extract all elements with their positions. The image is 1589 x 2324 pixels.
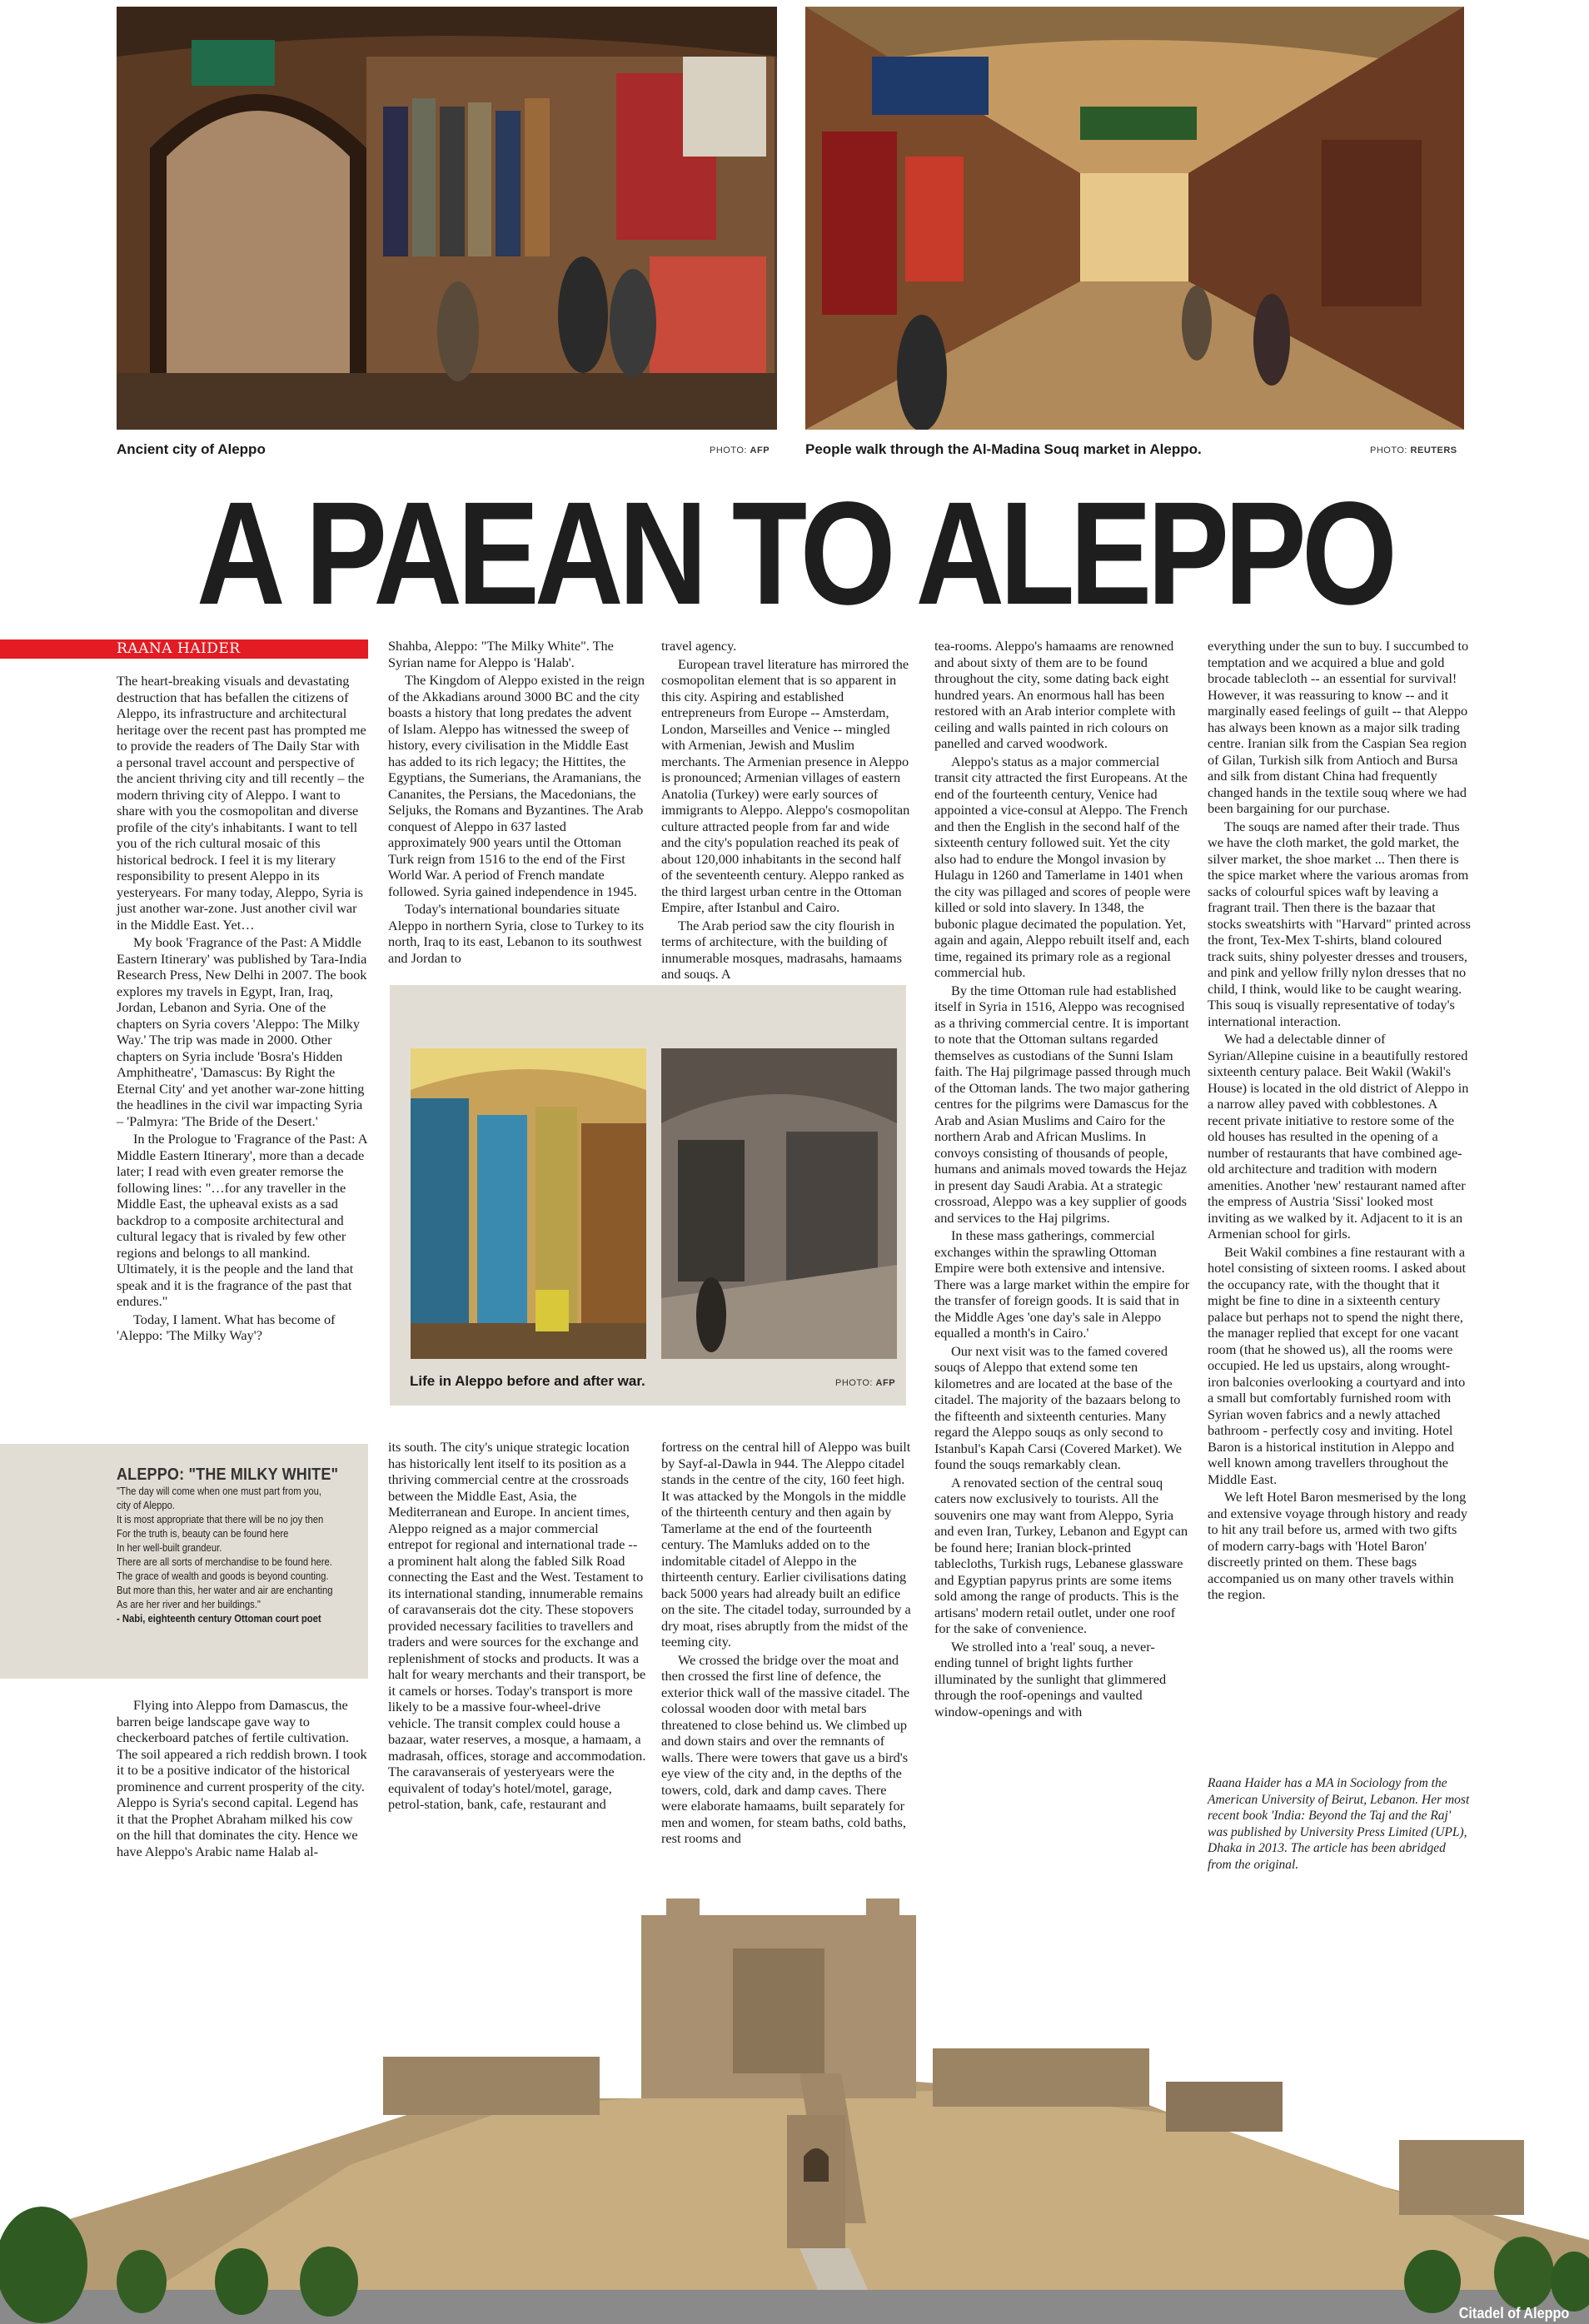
quote-attribution: - Nabi, eighteenth century Ottoman court poet [117,1613,321,1625]
paragraph: Beit Wakil combines a fine restaurant with a hotel consisting of sixteen rooms. I asked about the occupancy rate, with the thought that it might be fine to dine in a sixteenth century palace but perhaps not to spend the night there, the manager replied that except for one vacant room (that he showed us), all the rooms were occupied. He led us upstairs, along wrought-iron balconies overlooking a courtyard and into a small but comfortably furnished room with Syrian woven fabrics and a newly attached bathroom - perfectly cosy and inviting. Hotel Baron is a historical institution in Aleppo and well known among travellers throughout the Middle East. [1208,1243,1467,1487]
quote-line: In her well-built grandeur. [117,1542,222,1554]
paragraph: We left Hotel Baron mesmerised by the long and extensive voyage through history and ready to hit any trail before us, armed with two gifts of modern carry-bags with 'Hotel Baron' discreetly printed on them. These bags accompanied us on many other travels within the region. [1208,1489,1467,1602]
paragraph: We had a delectable dinner of Syrian/Allepine cuisine in a beautifully restored sixteenth century palace. Beit Wakil (Wakil's House) is located in the old district of Aleppo in a narrow alley paved with cobblestones. A recent private initiative to restore some of the old houses has resulted in the opening of a number of restaurants that have combined age-old architecture and tradition with modern amenities. Another 'new' restaurant named after the empress of Austria 'Sissi' looked most inviting as we walked by it. Adjacent to it is an Armenian school for girls. [1208,1031,1469,1242]
quote-line: For the truth is, beauty can be found here [117,1528,289,1540]
photo-citadel [0,1890,1589,2324]
paragraph: The Arab period saw the city flourish in terms of architecture, with the building of innumerable mosques, madrasahs, hamaams and souqs. A [661,917,902,982]
top-left-credit [710,445,770,455]
quote-line: city of Aleppo. [117,1500,176,1511]
credit-source: AFP [875,1378,896,1388]
quote-title: ALEPPO: "THE MILKY WHITE" [117,1466,339,1484]
paragraph: In the Prologue to 'Fragrance of the Past: A Middle Eastern Itinerary', more than a decade later; I read with even greater remorse the following lines: "…for any traveller in the Middle East, the upheaval exists as a sad backdrop to a composite architectural and cultural legacy that is rivaled by few other regions and belongs to all mankind. Ultimately, it is the people and the land that speak and it is the fragrance of the past that endures." [117,1131,367,1309]
column-3-bottom [661,1439,911,1847]
paragraph: Shahba, Aleppo: "The Milky White". The Syrian name for Aleppo is 'Halab'. [388,638,614,670]
quote-line: It is most appropriate that there will be no joy then [117,1514,324,1525]
credit-source: REUTERS [1410,445,1457,455]
paragraph: tea-rooms. Aleppo's hamaams are renowned and about sixty of them are to be found throughout the city, some dating back eight hundred years. An enormous hall has been restored with an Arab interior complete with ceiling and walls painted in rich colours on panelled and carved woodwork. [934,638,1176,751]
paragraph: its south. The city's unique strategic location has historically lent itself to its position as a thriving commercial centre at the crossroads between the Middle East, Asia, the Mediterranean and Europe. In ancient times, Aleppo reigned as a major commercial entrepot for regional and international trade -- a prominent halt along the fabled Silk Road connecting the East and the West. Testament to its international standing, innumerable remains of caravanserais dot the city. These stopovers provided necessary facilities to travellers and traders and were sources for the exchange and replenishment of stocks and products. It was a halt for weary merchants and their transport, be it camels or horses. Today's transport is more likely to be a massive four-wheel-drive vehicle. The transit complex could house a bazaar, water reserves, a mosque, a hamaam, a madrasah, offices, storage and accommodation. The caravanserais of yesteryears were the equivalent of today's hotel/motel, garage, petrol-station, bank, cafe, restaurant and [388,1439,646,1812]
column-3-top [661,638,911,983]
paragraph: The Kingdom of Aleppo existed in the reign of the Akkadians around 3000 BC and the city boasts a history that long predates the advent of Islam. Aleppo has witnessed the sweep of history, every civilisation in the Middle East has added to its rich legacy; the Hittites, the Egyptians, the Sumerians, the Aramanians, the Cananites, the Persians, the Macedonians, the Seljuks, the Romans and Byzantines. The Arab conquest of Aleppo in 637 lasted approximately 900 years until the Ottoman Turk reign from 1516 to the end of the First World War. A period of French mandate followed. Syria gained independence in 1945. [388,672,645,899]
inset-credit [835,1378,895,1388]
paragraph: European travel literature has mirrored the cosmopolitan element that is so apparent in this city. Aspiring and established entrepreneurs from Europe -- Amsterdam, London, Marseilles and Venice -- mingled with Armenian, Jewish and Muslim merchants. The Armenian presence in Aleppo is pronounced; Armenian villages of eastern Anatolia (Turkey) were early sources of immigrants to Aleppo. Aleppo's cosmopolitan culture attracted people from far and wide and the city's population reached its peak of about 120,000 inhabitants in the second half of the seventeenth century. Aleppo ranked as the third largest urban centre in the Ottoman Empire, after Istanbul and Cairo. [661,655,910,915]
paragraph: Aleppo's status as a major commercial transit city attracted the first Europeans. At the end of the fourteenth century, Venice had appointed a vice-consul at Aleppo. The French and then the English in the second half of the sixteenth century followed suit. Yet the city also had to endure the Mongol invasion by Hulagu in 1260 and Tamerlame in 1401 when the city was pillaged and scores of people were killed or sold into slavery. In 1348, the bubonic plague decimated the population. Yet, again and again, Aleppo rebuilt itself and, each time, regained its primary role as a regional commercial hub. [934,753,1191,980]
photo-ancient-city [117,7,777,430]
quote-line: As are her river and her buildings." [117,1599,261,1610]
paragraph: Today, I lament. What has become of 'Aleppo: 'The Milky Way'? [117,1311,336,1343]
credit-label: PHOTO: [835,1378,873,1388]
credit-source: AFP [750,445,770,455]
paragraph: My book 'Fragrance of the Past: A Middle Eastern Itinerary' was published by Tara-India Research Press, New Delhi in 2007. The book explores my travels in Egypt, Iran, Iraq, Jordan, Lebanon and Syria. One of the chapters on Syria covers 'Aleppo: The Milky Way.' The trip was made in 2000. Other chapters on Syria include 'Bosra's Hidden Amphitheatre', 'Damascus: By Right the Eternal City' and yet another war-zone hitting the headlines in the civil war impacting Syria – 'Palmyra: 'The Bride of the Desert.' [117,934,367,1129]
column-4 [934,638,1191,1719]
quote-line: "The day will come when one must part from you, [117,1485,321,1497]
paragraph: Flying into Aleppo from Damascus, the barren beige landscape gave way to checkerboard patches of fertile cultivation. The soil appeared a rich reddish brown. I took it to be a positive indicator of the historical prominence and current prosperity of the city. Aleppo is Syria's second capital. Legend has it that the Prophet Abraham milked his cow on the hill that dominates the city. Hence we have Aleppo's Arabic name Halab al- [117,1697,367,1859]
inset-photo-box [390,985,906,1406]
photo-after-war [661,1048,897,1359]
credit-label: PHOTO: [710,445,747,455]
quote-box [0,1444,368,1679]
paragraph: A renovated section of the central souq caters now exclusively to tourists. All the souvenirs one may want from Aleppo, Syria and even Iran, Turkey, Lebanon and Egypt can be found here; Iranian block-printed tablecloths, Turkish rugs, Lebanese glassware and Egyptian papyrus prints are some items sold among the range of products. This is the artisans' modern retail outlet, under one roof for the sake of convenience. [934,1474,1188,1636]
column-2-top [388,638,646,966]
headline: A PAEAN TO ALEPPO [196,472,1393,635]
paragraph: The souqs are named after their trade. Thus we have the cloth market, the gold market, the silver market, the shoe market ... Then there is the spice market where the various aromas from sacks of colourful spices waft by leaving a fragrant trail. Then there is the bazaar that stocks sweatshirts with "Harvard" printed across the front, Tex-Mex T-shirts, bland coloured track suits, shiny polyester dresses and trousers, and pink and yellow frilly nylon dresses that no child, I think, would like to be caught wearing. This souq is visually representative of today's international interaction. [1208,818,1471,1029]
author-bio: Raana Haider has a MA in Sociology from the American University of Beirut, Lebanon. Her most recent book 'India: Beyond the Taj and the Raj' was published by University Press Limited (UPL), Dhaka in 2013. The article has been abridged from the original. [1208,1776,1470,1872]
quote-line: The grace of wealth and goods is beyond counting. [117,1570,329,1582]
paragraph: Today's international boundaries situate Aleppo in northern Syria, close to Turkey to its north, Iraq to its east, Lebanon to its southwest and Jordan to [388,901,645,966]
paragraph: The heart-breaking visuals and devastating destruction that has befallen the citizens of Aleppo, its infrastructure and architectural heritage over the recent past has prompted me to provide the readers of The Daily Star with a personal travel account and perspective of the ancient thriving city and till recently – the modern thriving city of Aleppo. I want to share with you the cosmopolitan and diverse profile of the city's inhabitants. I want to tell you of the rich cultural mosaic of this historical bedrock. I feel it is my literary responsibility to present Aleppo in its yesteryears. For many today, Aleppo, Syria is just another war-zone. Just another civil war in the Middle East. Yet… [117,673,366,933]
paragraph: everything under the sun to buy. I succumbed to temptation and we acquired a blue and gold brocade tablecloth -- an essential for survival! However, it was reassuring to know -- and it marginally eased feelings of guilt -- that Aleppo has always been known as a major silk trading centre. Iranian silk from the Caspian Sea region of Gilan, Turkish silk from Antioch and Bursa and silk from distant China had frequently changed hands in the textile souq where we had been bargaining for our purchase. [1208,638,1469,816]
photo-before-war [411,1048,646,1359]
quote-line: But more than this, her water and air are enchanting [117,1585,333,1596]
byline: RAANA HAIDER [0,639,368,659]
paragraph: We strolled into a 'real' souq, a never-ending tunnel of bright lights further illuminated by the sunlight that glimmered through the roof-openings and vaulted window-openings and with [934,1638,1167,1719]
paragraph: travel agency. [661,638,737,654]
top-right-caption: People walk through the Al-Madina Souq market in Aleppo. [805,441,1202,457]
column-1-bottom [117,1697,368,1859]
top-right-credit [1370,445,1457,455]
paragraph: We crossed the bridge over the moat and then crossed the first line of defence, the exterior thick wall of the massive citadel. The colossal wooden door with metal bars threatened to close behind us. We climbed up and down stairs and over the remnants of walls. There were towers that gave us a bird's eye view of the city and, in the depths of the towers, cold, dark and damp caves. There were elaborate hamaams, built separately for men and women, for steam baths, cold baths, rest rooms and [661,1651,910,1846]
paragraph: fortress on the central hill of Aleppo was built by Sayf-al-Dawla in 944. The Aleppo citadel stands in the centre of the city, 160 feet high. It was attacked by the Mongols in the middle of the thirteenth century and then again by Tamerlame at the end of the fourteenth century. The Mamluks added on to the indomitable citadel of Aleppo in the thirteenth century. Earlier civilisations dating back 5000 years had already built an edifice on the site. The citadel today, surrounded by a dry moat, rises abruptly from the midst of the teeming city. [661,1439,911,1650]
citadel-caption: Citadel of Aleppo [1458,2305,1569,2322]
inset-caption: Life in Aleppo before and after war. [410,1373,645,1389]
paragraph: By the time Ottoman rule had established itself in Syria in 1516, Aleppo was recognised as a thriving commercial centre. It is important to note that the Ottoman sultans regarded themselves as custodians of the Sunni Islam faith. The Haj pilgrimage passed through much of the Ottoman lands. The two major gathering centres for the pilgrims were Damascus for the Arab and Asian Muslims and Cairo for the northern Arab and African Muslims. In convoys consisting of thousands of people, humans and animals moved towards the Hejaz in present day Saudi Arabia. At a strategic crossroad, Aleppo was a key supplier of goods and services to the Haj pilgrims. [934,982,1191,1226]
paragraph: In these mass gatherings, commercial exchanges within the sprawling Ottoman Empire were both extensive and intensive. There was a large market within the empire for the transfer of foreign goods. It is said that in the Middle Ages 'one day's sale in Aleppo equalled a month's in Cairo.' [934,1227,1190,1341]
column-2-bottom [388,1439,646,1813]
quote-line: There are all sorts of merchandise to be found here. [117,1556,332,1568]
paragraph: Our next visit was to the famed covered souqs of Aleppo that extend some ten kilometres and are located at the base of the citadel. The majority of the bazaars belong to the fifteenth and sixteenth centuries. Many regard the Aleppo souqs as only second to Istanbul's Kapah Carsi (Covered Market). We found the souqs remarkably clean. [934,1342,1183,1472]
credit-label: PHOTO: [1370,445,1407,455]
column-1-top [117,673,368,1344]
photo-souq-market [805,7,1464,430]
column-5 [1208,638,1471,1603]
top-left-caption: Ancient city of Aleppo [117,441,266,457]
